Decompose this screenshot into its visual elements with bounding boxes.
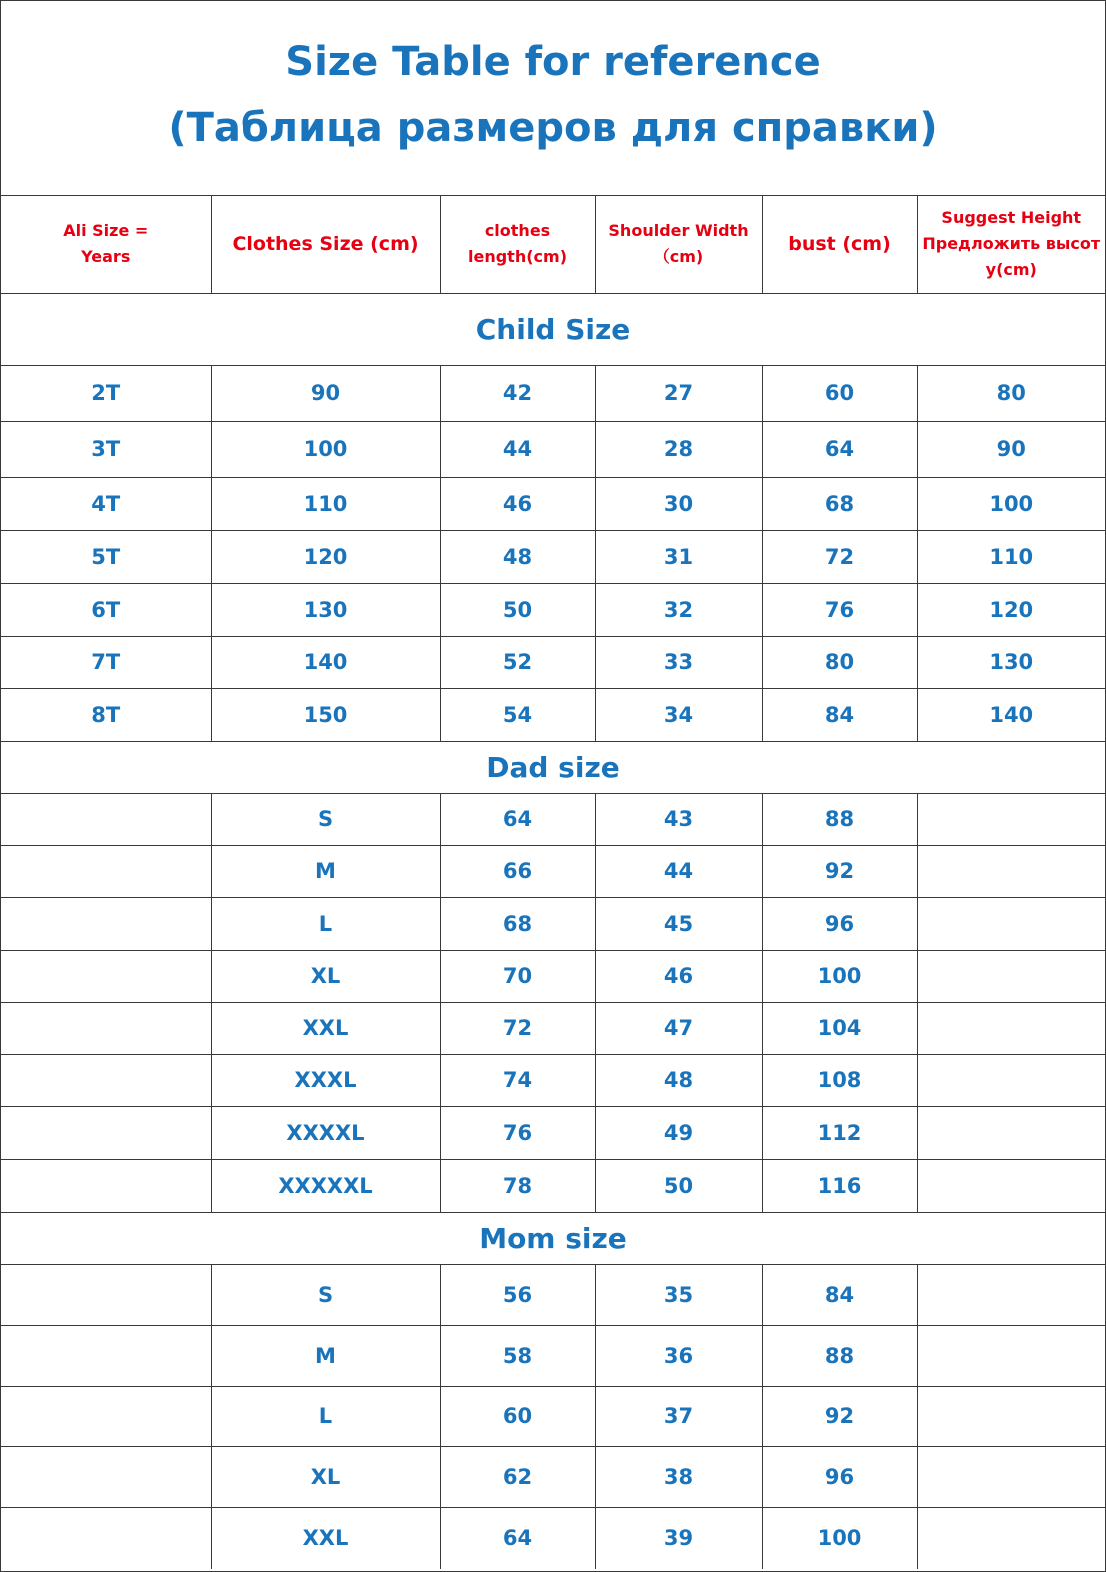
table-cell: 54 — [440, 688, 595, 741]
column-header: Shoulder Width （cm) — [595, 195, 762, 293]
table-row — [1, 1386, 1105, 1446]
table-cell: 27 — [595, 365, 762, 421]
title-line-1: Size Table for reference — [285, 39, 821, 85]
table-cell: 34 — [595, 688, 762, 741]
table-cell: XXXXL — [211, 1106, 440, 1159]
table-cell — [1, 1386, 211, 1446]
table-cell — [917, 793, 1105, 845]
size-table — [1, 195, 1105, 1569]
table-cell: 31 — [595, 530, 762, 583]
table-cell: L — [211, 897, 440, 950]
section-header-row — [1, 293, 1105, 365]
table-header-row — [1, 195, 1105, 293]
section-header-row — [1, 741, 1105, 793]
table-cell: 56 — [440, 1264, 595, 1325]
section-title: Dad size — [1, 741, 1105, 793]
table-row — [1, 1446, 1105, 1507]
table-cell — [1, 1002, 211, 1054]
table-cell: M — [211, 845, 440, 897]
table-row — [1, 1106, 1105, 1159]
table-cell: 100 — [762, 1507, 917, 1569]
table-cell: 66 — [440, 845, 595, 897]
table-cell: 64 — [440, 1507, 595, 1569]
table-cell — [917, 845, 1105, 897]
table-cell: 130 — [917, 636, 1105, 688]
table-cell: 46 — [440, 477, 595, 530]
table-cell: 52 — [440, 636, 595, 688]
table-cell — [1, 1446, 211, 1507]
table-row — [1, 793, 1105, 845]
table-cell: 6T — [1, 583, 211, 636]
table-cell: 120 — [917, 583, 1105, 636]
table-cell: 92 — [762, 1386, 917, 1446]
table-cell: 32 — [595, 583, 762, 636]
table-cell: 84 — [762, 688, 917, 741]
table-cell: 39 — [595, 1507, 762, 1569]
table-cell: 38 — [595, 1446, 762, 1507]
table-cell: 112 — [762, 1106, 917, 1159]
table-cell: 110 — [917, 530, 1105, 583]
table-row — [1, 845, 1105, 897]
table-cell: 96 — [762, 1446, 917, 1507]
table-row — [1, 950, 1105, 1002]
table-cell — [917, 1325, 1105, 1386]
size-table-body — [1, 195, 1105, 1569]
table-row — [1, 477, 1105, 530]
table-cell: 46 — [595, 950, 762, 1002]
table-cell: 45 — [595, 897, 762, 950]
table-cell: 3T — [1, 421, 211, 477]
table-row — [1, 1507, 1105, 1569]
table-cell — [1, 1054, 211, 1106]
table-cell: 104 — [762, 1002, 917, 1054]
table-cell: 2T — [1, 365, 211, 421]
table-cell: 37 — [595, 1386, 762, 1446]
table-cell: 74 — [440, 1054, 595, 1106]
table-cell: 72 — [440, 1002, 595, 1054]
table-cell: S — [211, 793, 440, 845]
table-cell: 47 — [595, 1002, 762, 1054]
table-cell: 8T — [1, 688, 211, 741]
table-cell: 43 — [595, 793, 762, 845]
table-cell: 49 — [595, 1106, 762, 1159]
table-cell: 76 — [762, 583, 917, 636]
table-cell: 60 — [440, 1386, 595, 1446]
table-cell: 80 — [762, 636, 917, 688]
table-cell: 35 — [595, 1264, 762, 1325]
table-cell: 68 — [440, 897, 595, 950]
table-cell: 48 — [595, 1054, 762, 1106]
title-block — [1, 1, 1105, 196]
table-row — [1, 1054, 1105, 1106]
table-cell: 50 — [440, 583, 595, 636]
table-cell: XXXL — [211, 1054, 440, 1106]
table-row — [1, 1264, 1105, 1325]
table-cell — [917, 1106, 1105, 1159]
table-row — [1, 636, 1105, 688]
table-cell — [1, 1264, 211, 1325]
section-header-row — [1, 1212, 1105, 1264]
table-cell: 120 — [211, 530, 440, 583]
table-cell: 62 — [440, 1446, 595, 1507]
table-cell: 140 — [211, 636, 440, 688]
table-cell — [917, 1002, 1105, 1054]
table-row — [1, 530, 1105, 583]
table-row — [1, 583, 1105, 636]
table-cell — [917, 1264, 1105, 1325]
table-cell: 36 — [595, 1325, 762, 1386]
table-row — [1, 421, 1105, 477]
table-cell: XXXXXL — [211, 1159, 440, 1212]
table-cell: 48 — [440, 530, 595, 583]
table-cell — [917, 1507, 1105, 1569]
table-cell: 78 — [440, 1159, 595, 1212]
table-cell: XL — [211, 950, 440, 1002]
table-cell — [917, 897, 1105, 950]
table-cell — [917, 1159, 1105, 1212]
table-cell: 92 — [762, 845, 917, 897]
column-header: Suggest Height Предложить высот у(cm) — [917, 195, 1105, 293]
column-header: Ali Size = Years — [1, 195, 211, 293]
table-cell — [917, 950, 1105, 1002]
table-cell: 44 — [440, 421, 595, 477]
table-cell: 96 — [762, 897, 917, 950]
table-cell — [1, 950, 211, 1002]
section-title: Child Size — [1, 293, 1105, 365]
column-header: Clothes Size (cm) — [211, 195, 440, 293]
table-row — [1, 897, 1105, 950]
table-row — [1, 1325, 1105, 1386]
table-cell: 50 — [595, 1159, 762, 1212]
table-cell: 64 — [762, 421, 917, 477]
table-row — [1, 688, 1105, 741]
table-cell: 42 — [440, 365, 595, 421]
table-cell: XXL — [211, 1507, 440, 1569]
table-cell: 84 — [762, 1264, 917, 1325]
table-cell — [917, 1446, 1105, 1507]
table-cell: M — [211, 1325, 440, 1386]
table-cell: 68 — [762, 477, 917, 530]
table-cell: 110 — [211, 477, 440, 530]
table-cell — [1, 1507, 211, 1569]
table-cell: XXL — [211, 1002, 440, 1054]
table-cell — [1, 1325, 211, 1386]
table-cell — [1, 793, 211, 845]
table-row — [1, 1002, 1105, 1054]
table-cell: 33 — [595, 636, 762, 688]
table-cell: 72 — [762, 530, 917, 583]
title-line-2: (Таблица размеров для справки) — [168, 105, 938, 151]
table-cell: 64 — [440, 793, 595, 845]
table-cell: 108 — [762, 1054, 917, 1106]
table-cell: 30 — [595, 477, 762, 530]
table-cell: 44 — [595, 845, 762, 897]
table-cell: 130 — [211, 583, 440, 636]
table-cell — [917, 1054, 1105, 1106]
table-cell: 28 — [595, 421, 762, 477]
table-cell: 58 — [440, 1325, 595, 1386]
table-cell: 60 — [762, 365, 917, 421]
table-cell: 100 — [762, 950, 917, 1002]
column-header: bust (cm) — [762, 195, 917, 293]
table-cell: 100 — [211, 421, 440, 477]
table-cell: 76 — [440, 1106, 595, 1159]
table-cell: L — [211, 1386, 440, 1446]
table-cell: 116 — [762, 1159, 917, 1212]
table-cell: 88 — [762, 793, 917, 845]
table-cell: 100 — [917, 477, 1105, 530]
table-cell: 70 — [440, 950, 595, 1002]
table-cell: S — [211, 1264, 440, 1325]
table-row — [1, 365, 1105, 421]
table-cell: 150 — [211, 688, 440, 741]
table-cell: XL — [211, 1446, 440, 1507]
table-cell — [1, 1106, 211, 1159]
table-cell: 90 — [917, 421, 1105, 477]
table-cell — [917, 1386, 1105, 1446]
table-cell — [1, 897, 211, 950]
table-cell: 80 — [917, 365, 1105, 421]
column-header: clothes length(cm) — [440, 195, 595, 293]
table-cell: 5T — [1, 530, 211, 583]
table-cell: 4T — [1, 477, 211, 530]
table-cell: 88 — [762, 1325, 917, 1386]
table-cell: 140 — [917, 688, 1105, 741]
section-title: Mom size — [1, 1212, 1105, 1264]
table-cell — [1, 1159, 211, 1212]
table-cell: 7T — [1, 636, 211, 688]
table-row — [1, 1159, 1105, 1212]
table-cell — [1, 845, 211, 897]
table-cell: 90 — [211, 365, 440, 421]
